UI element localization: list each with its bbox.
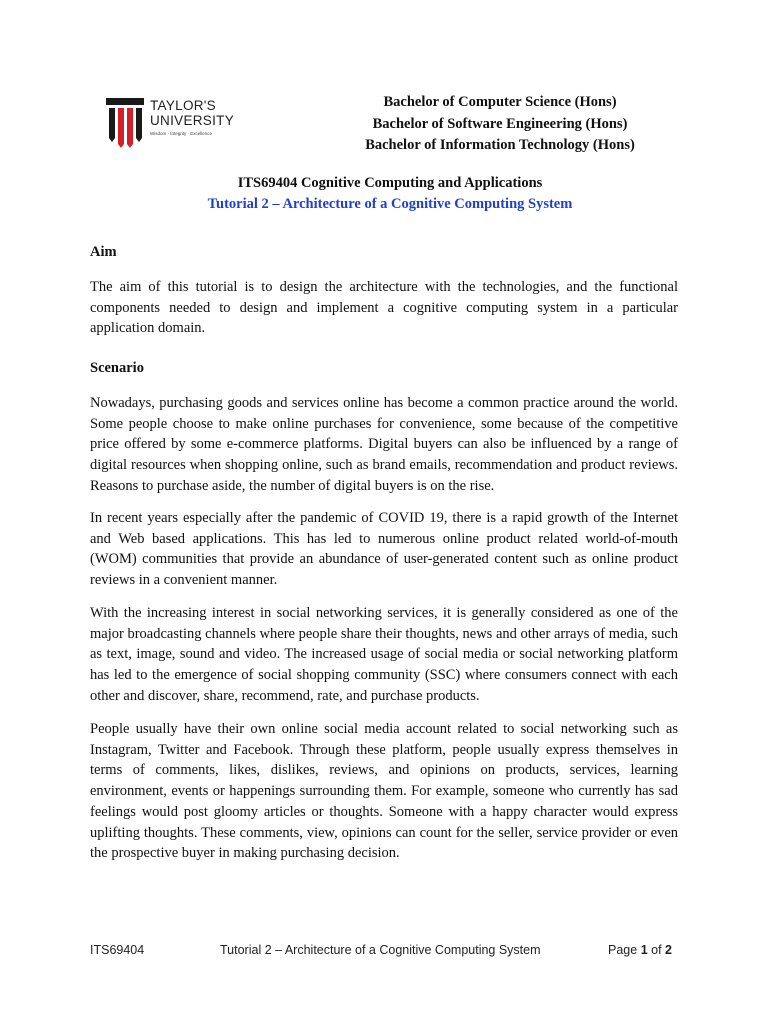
footer-page-of: of xyxy=(651,943,662,957)
scenario-paragraph-1 xyxy=(90,393,678,497)
scenario-paragraph-text: Nowadays, purchasing goods and services online has become a common practice around the world. Some people choose to make online purchases for convenience, some because of the competitive price offered by some e-commerce platforms. Digital buyers can also be influenced by a range of digital resources when shopping online, such as brand emails, recommendation and product reviews. Reasons to purchase aside, the number of digital buyers is on the rise. xyxy=(90,395,678,494)
footer-page-total: 2 xyxy=(665,943,672,957)
aim-paragraph: The aim of this tutorial is to design the architecture with the technologies, and the functional components needed to design and implement a cognitive computing system in a particular application domain. xyxy=(90,279,678,337)
course-title: ITS69404 Cognitive Computing and Applications xyxy=(237,175,543,191)
scenario-heading: Scenario xyxy=(90,360,144,376)
degree-information-technology: Bachelor of Information Technology (Hons) xyxy=(365,137,635,153)
scenario-paragraph-text: With the increasing interest in social networking services, it is generally considered as one of the major broadcasting channels where people share their thoughts, news and other arrays of media, such as text, image, sound and video. The increased usage of social media or social networking platform has led to the emergence of social shopping community (SSC) where consumers connect with each other and discover, share, recommend, rate, and purchase products. xyxy=(90,605,678,704)
footer-title: Tutorial 2 – Architecture of a Cognitive Computing System xyxy=(220,943,541,957)
degree-software-engineering: Bachelor of Software Engineering (Hons) xyxy=(372,115,628,132)
logo-name-line2: UNIVERSITY xyxy=(150,113,235,128)
course-header xyxy=(0,173,768,215)
scenario-paragraph-2 xyxy=(90,508,678,591)
scenario-paragraph-3 xyxy=(90,603,678,707)
footer-page-current: 1 xyxy=(640,943,648,957)
scenario-paragraph-4 xyxy=(90,719,678,864)
footer-page-number xyxy=(608,943,672,957)
scenario-paragraph-text: People usually have their own online social media account related to social networking such as Instagram, Twitter and Facebook. Through these platform, people usually express themselves in terms of comments, likes, dislikes, reviews, and opinions on products, services, learning environment, events or happenings surrounding them. For example, someone who currently has sad feelings would post gloomy articles or thoughts. Someone with a happy character would express uplifting thoughts. These comments, view, opinions can count for the seller, service provider or even the prospective buyer in making purchasing decision. xyxy=(90,721,678,862)
degree-list xyxy=(340,92,660,157)
aim-heading: Aim xyxy=(90,244,117,260)
aim-text xyxy=(90,277,678,339)
footer-course-code: ITS69404 xyxy=(90,943,145,957)
scenario-paragraph-text: In recent years especially after the pandemic of COVID 19, there is a rapid growth of the Internet and Web based applications. This has led to numerous online product related world-of-mouth (WOM) communities that provide an abundance of user-generated content such as online product reviews in a convenient manner. xyxy=(90,510,678,589)
shield-emblem-icon xyxy=(106,98,146,150)
logo-motto: Wisdom · Integrity · Excellence xyxy=(150,131,213,136)
logo-name-line1: TAYLOR'S xyxy=(150,98,216,113)
taylors-university-logo xyxy=(106,98,246,150)
footer-page-word: Page xyxy=(608,943,638,957)
degree-computer-science: Bachelor of Computer Science (Hons) xyxy=(383,94,617,110)
tutorial-title: Tutorial 2 – Architecture of a Cognitive Computing System xyxy=(207,196,573,212)
